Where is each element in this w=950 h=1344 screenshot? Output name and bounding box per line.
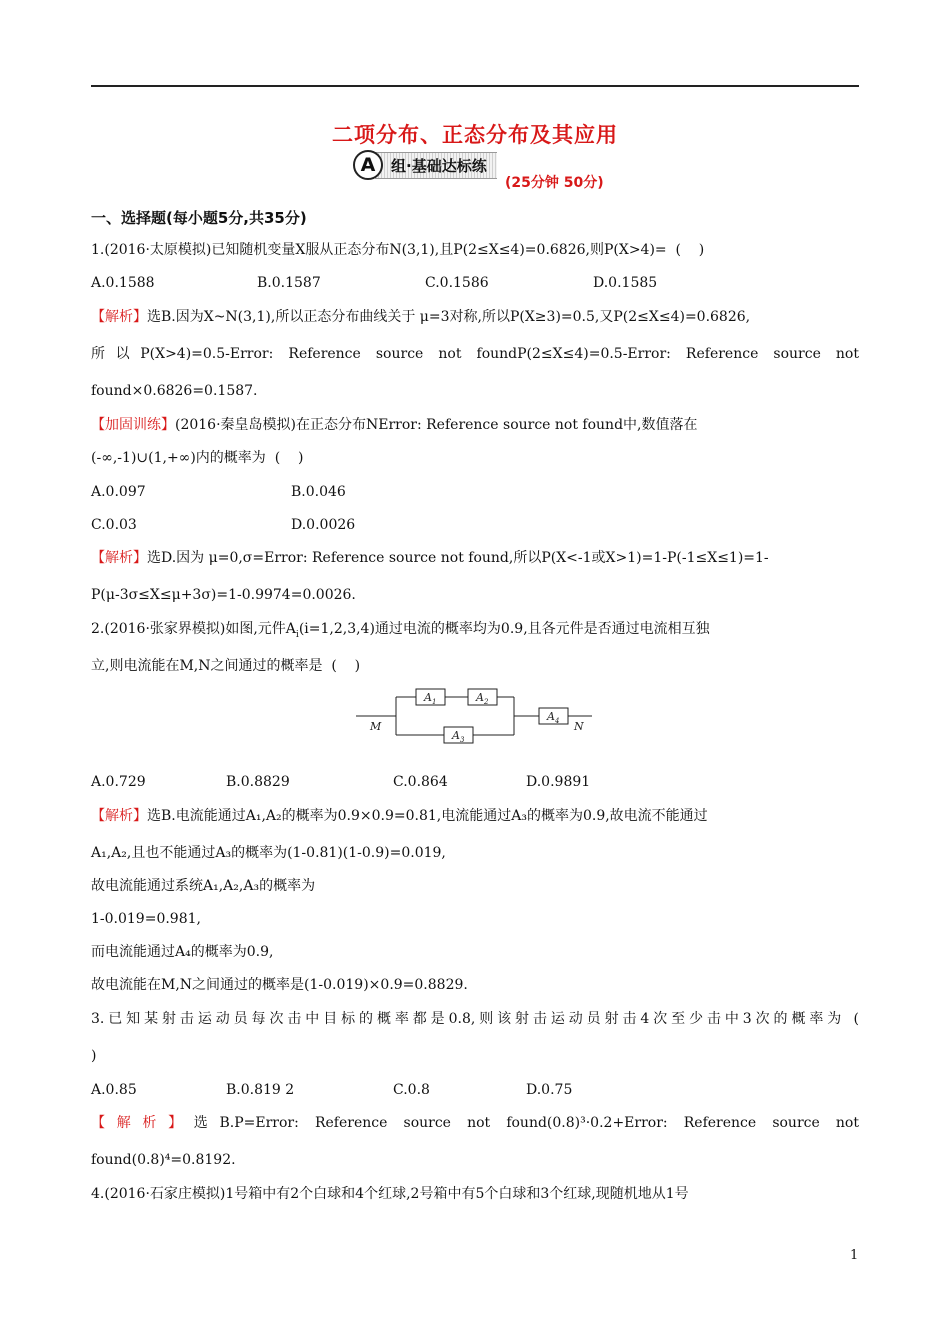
q3-stem-line-2: ) (91, 1048, 97, 1064)
q1-option-b: B.0.1587 (257, 275, 321, 291)
q2-option-c: C.0.864 (393, 774, 448, 790)
q1-solution-line-2: 所以P(X>4)=0.5-Error: Reference source not foundP(2≤X≤4)=0.5-Error: Reference source not (91, 346, 859, 362)
q3-solution-line (91, 1113, 859, 1133)
circuit-diagram (356, 684, 596, 746)
q2-solution-tag: 【解析】 (91, 808, 147, 824)
time-score: (25分钟 50分) (505, 175, 604, 191)
q2-solution-line-3: 故电流能通过系统A₁,A₂,A₃的概率为 (91, 878, 316, 894)
section-heading: 一、选择题(每小题5分,共35分) (91, 209, 307, 227)
q2-stem-line-2: 立,则电流能在M,N之间通过的概率是 ( ) (91, 658, 361, 674)
extra-option-b: B.0.046 (291, 484, 346, 500)
label-a3: $A_3$ (452, 729, 465, 744)
extra-solution-line (91, 548, 769, 568)
q3-solution-line-2: found(0.8)⁴=0.8192. (91, 1152, 236, 1168)
q2-option-b: B.0.8829 (226, 774, 290, 790)
q2-solution-line-2: A₁,A₂,且也不能通过A₃的概率为(1-0.81)(1-0.9)=0.019, (91, 845, 446, 861)
q1-stem: 1.(2016·太原模拟)已知随机变量X服从正态分布N(3,1),且P(2≤X≤4)=0.6826,则P(X>4)= ( ) (91, 242, 705, 258)
q3-solution-text: 选B.P=Error: Reference source not found(0.8)³·0.2+Error: Reference source not (193, 1115, 859, 1131)
label-a4: $A_4$ (547, 710, 560, 725)
q2-solution-line-5: 而电流能通过A₄的概率为0.9, (91, 944, 274, 960)
q2-option-a: A.0.729 (91, 774, 146, 790)
q3-option-b: B.0.819 2 (226, 1082, 295, 1098)
q1-solution-line (91, 307, 750, 327)
extra-solution-line-2: P(μ-3σ≤X≤μ+3σ)=1-0.9974=0.0026. (91, 587, 356, 603)
extra-option-a: A.0.097 (91, 484, 146, 500)
q2-solution-text: 选B.电流能通过A₁,A₂的概率为0.9×0.9=0.81,电流能通过A₃的概率为0.9,故电流不能通过 (147, 808, 708, 824)
q1-option-d: D.0.1585 (593, 275, 658, 291)
q2-stem-sub: i (295, 629, 299, 640)
page-title: 二项分布、正态分布及其应用 (332, 123, 618, 147)
extra-tag: 【加固训练】 (91, 417, 175, 433)
q3-option-a: A.0.85 (91, 1082, 137, 1098)
q3-stem: 3.已知某射击运动员每次击中目标的概率都是0.8,则该射击运动员射击4次至少击中3次的概率为 ( (91, 1011, 859, 1027)
extra-option-d: D.0.0026 (291, 517, 356, 533)
q2-stem-a: 2.(2016·张家界模拟)如图,元件A (91, 621, 296, 637)
extra-stem-line-2: (-∞,-1)∪(1,+∞)内的概率为 ( ) (91, 450, 304, 466)
q1-option-c: C.0.1586 (425, 275, 489, 291)
q3-option-c: C.0.8 (393, 1082, 430, 1098)
q2-solution-line-4: 1-0.019=0.981, (91, 911, 201, 927)
q3-solution-tag: 【解析】 (91, 1115, 194, 1131)
group-letter-icon: A (353, 150, 383, 180)
group-label: 组·基础达标练 (391, 156, 487, 175)
group-label-bar (375, 152, 497, 179)
q3-option-d: D.0.75 (526, 1082, 573, 1098)
extra-stem: (2016·秦皇岛模拟)在正态分布NError: Reference source not found中,数值落在 (175, 417, 698, 433)
header-rule (91, 85, 859, 87)
label-n: N (574, 720, 584, 733)
label-a2: $A_2$ (476, 691, 489, 706)
extra-option-c: C.0.03 (91, 517, 137, 533)
q2-solution-line-6: 故电流能在M,N之间通过的概率是(1-0.019)×0.9=0.8829. (91, 977, 468, 993)
q2-stem (91, 619, 710, 645)
extra-solution-tag: 【解析】 (91, 550, 147, 566)
q1-solution-tag: 【解析】 (91, 309, 147, 325)
label-m: M (370, 720, 382, 733)
q1-solution-line-3: found×0.6826=0.1587. (91, 383, 258, 399)
label-a1: $A_1$ (424, 691, 437, 706)
extra-solution-text: 选D.因为 μ=0,σ=Error: Reference source not found,所以P(X<-1或X>1)=1-P(-1≤X≤1)=1- (147, 550, 769, 566)
q1-solution-text: 选B.因为X~N(3,1),所以正态分布曲线关于 μ=3对称,所以P(X≥3)=0.5,又P(2≤X≤4)=0.6826, (147, 309, 751, 325)
extra-stem-line (91, 415, 697, 435)
q2-solution-line (91, 806, 708, 826)
q1-option-a: A.0.1588 (91, 275, 155, 291)
q2-option-d: D.0.9891 (526, 774, 591, 790)
page-number: 1 (850, 1248, 859, 1263)
q2-stem-b: (i=1,2,3,4)通过电流的概率均为0.9,且各元件是否通过电流相互独 (298, 621, 710, 637)
q4-stem: 4.(2016·石家庄模拟)1号箱中有2个白球和4个红球,2号箱中有5个白球和3个红球,现随机地从1号 (91, 1186, 689, 1202)
group-badge (353, 150, 497, 180)
